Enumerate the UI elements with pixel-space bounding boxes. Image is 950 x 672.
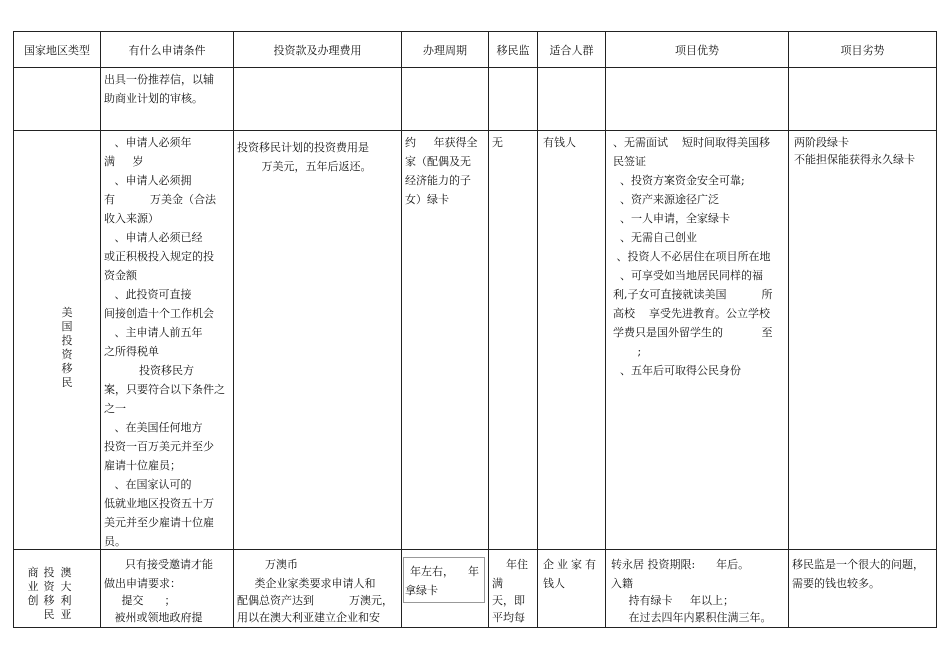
conditions-line: 助商业计划的审核。 [104,92,203,105]
advantage-line: 转永居 投资期限: 年后。 [611,558,750,571]
advantage-line: 、资产来源途径广泛 [613,193,719,206]
advantage-line: 、一人申请，全家绿卡 [613,212,730,225]
conditions-line: 只有接受邀请才能 [104,558,213,571]
conditions-line: 、此投资可直接 [104,288,192,301]
residency-value: 无 [492,136,503,149]
period-line: 约 年获得全 [405,136,478,149]
conditions-line: 、主申请人前五年 [104,326,203,339]
conditions-line: 美元并至少雇请十位雇 [104,516,214,529]
row-divider [13,549,937,550]
country-type-label: 投资移民 [43,566,55,621]
column-divider [401,31,402,628]
advantage-line: 高校 享受先进教育。公立学校 [613,307,770,320]
column-divider [488,31,489,628]
advantage-line: 、可享受如当地居民同样的福 [613,269,763,282]
header-audience: 适合人群 [549,44,594,57]
period-line: 年左右， 年 [410,565,479,578]
period-line: 家（配偶及无 [405,155,471,168]
header-conditions: 有什么申请条件 [128,44,206,57]
investment-line: 投资移民计划的投资费用是 [237,141,369,154]
disadvantage-line: 需要的钱也较多。 [792,577,880,590]
conditions-line: 或正积极投入规定的投 [104,250,214,263]
conditions-line: 、在国家认可的 [104,478,192,491]
period-line: 平均每 [492,611,525,624]
header-disadvantages: 项目劣势 [840,44,885,57]
country-type-label: 澳大利亚 [60,566,72,621]
period-line: 经济能力的子 [405,174,471,187]
advantage-line: 、投资人不必居住在项目所在地 [613,250,771,263]
disadvantage-line: 移民监是一个很大的问题， [792,558,924,571]
conditions-line: 雇请十位雇员； [104,459,181,472]
country-type-label: 商业创 [27,566,39,607]
period-line: 女）绿卡 [405,193,449,206]
column-divider [100,31,101,628]
disadvantage-line: 不能担保能获得永久绿卡 [794,153,915,166]
conditions-line: 、在美国任何地方 [104,421,203,434]
conditions-line: 投资一百万美元并至少 [104,440,214,453]
column-divider [233,31,234,628]
column-divider [13,31,14,628]
conditions-line: 被州或领地政府提 [104,611,203,624]
conditions-line: 之所得税单 [104,345,159,358]
investment-line: 用以在澳大利亚建立企业和安 [237,611,380,624]
advantage-line: 利,子女可直接就读美国 所 [613,288,773,301]
conditions-line: 之一 [104,402,126,415]
advantage-line: 民签证 [613,155,646,168]
table-border-top [13,31,937,32]
advantage-line: ; [613,345,642,358]
header-period: 办理周期 [423,44,467,57]
conditions-line: 案，只要符合以下条件之 [104,383,225,396]
column-divider [537,31,538,628]
column-divider [936,31,937,628]
period-line: 拿绿卡 [405,584,438,597]
conditions-line: 、申请人必须已经 [104,231,203,244]
advantage-line: 持有绿卡 年以上； [611,594,734,607]
conditions-line: 提交 ； [104,594,176,607]
header-advantages: 项目优势 [675,44,719,57]
audience-value: 有钱人 [543,136,576,149]
audience-line: 钱人 [543,577,565,590]
conditions-line: 间接创造十个工作机会 [104,307,214,320]
row-divider [13,130,937,131]
conditions-line: 资金额 [104,269,137,282]
audience-line: 企业家有 [543,558,599,571]
investment-line: 配偶总资产达到 万澳元， [237,594,393,607]
investment-line: 万美元，五年后返还。 [237,160,372,173]
conditions-line: 有 万美金（合法 [104,193,216,206]
conditions-line: 低就业地区投资五十万 [104,497,214,510]
conditions-line: 、申请人必须年 [104,136,192,149]
advantage-line: 入籍 [611,577,633,590]
advantage-line: 学费只是国外留学生的 至 [613,326,773,339]
header-divider [13,67,937,68]
country-type-label: 美国投资移民 [61,306,73,389]
period-line: 天，即 [492,594,525,607]
column-divider [788,31,789,628]
period-line: 满 [492,577,503,590]
investment-line: 类企业家类要求申请人和 [237,577,376,590]
conditions-line: 做出申请要求： [104,577,181,590]
conditions-line: 、申请人必须拥 [104,174,192,187]
conditions-line: 收入来源） [104,212,159,225]
advantage-line: 、无需自己创业 [613,231,697,244]
advantage-line: 、投资方案资金安全可靠; [613,174,745,187]
column-divider [605,31,606,628]
disadvantage-line: 两阶段绿卡 [794,136,849,149]
conditions-line: 投资移民方 [104,364,194,377]
header-residency: 移民监 [496,44,530,57]
advantage-line: 、五年后可取得公民身份 [613,364,741,377]
advantage-line: 在过去四年内累积住满三年。 [611,611,772,624]
advantage-line: 、无需面试 短时间取得美国移 [613,136,770,149]
period-line: 年住 [506,558,528,571]
header-investment: 投资款及办理费用 [273,44,362,57]
conditions-line: 满 岁 [104,155,144,168]
conditions-line: 员。 [104,535,126,548]
header-country-type: 国家地区类型 [24,44,90,57]
investment-line: 万澳币 [237,558,298,571]
conditions-line: 出具一份推荐信，以辅 [104,73,214,86]
